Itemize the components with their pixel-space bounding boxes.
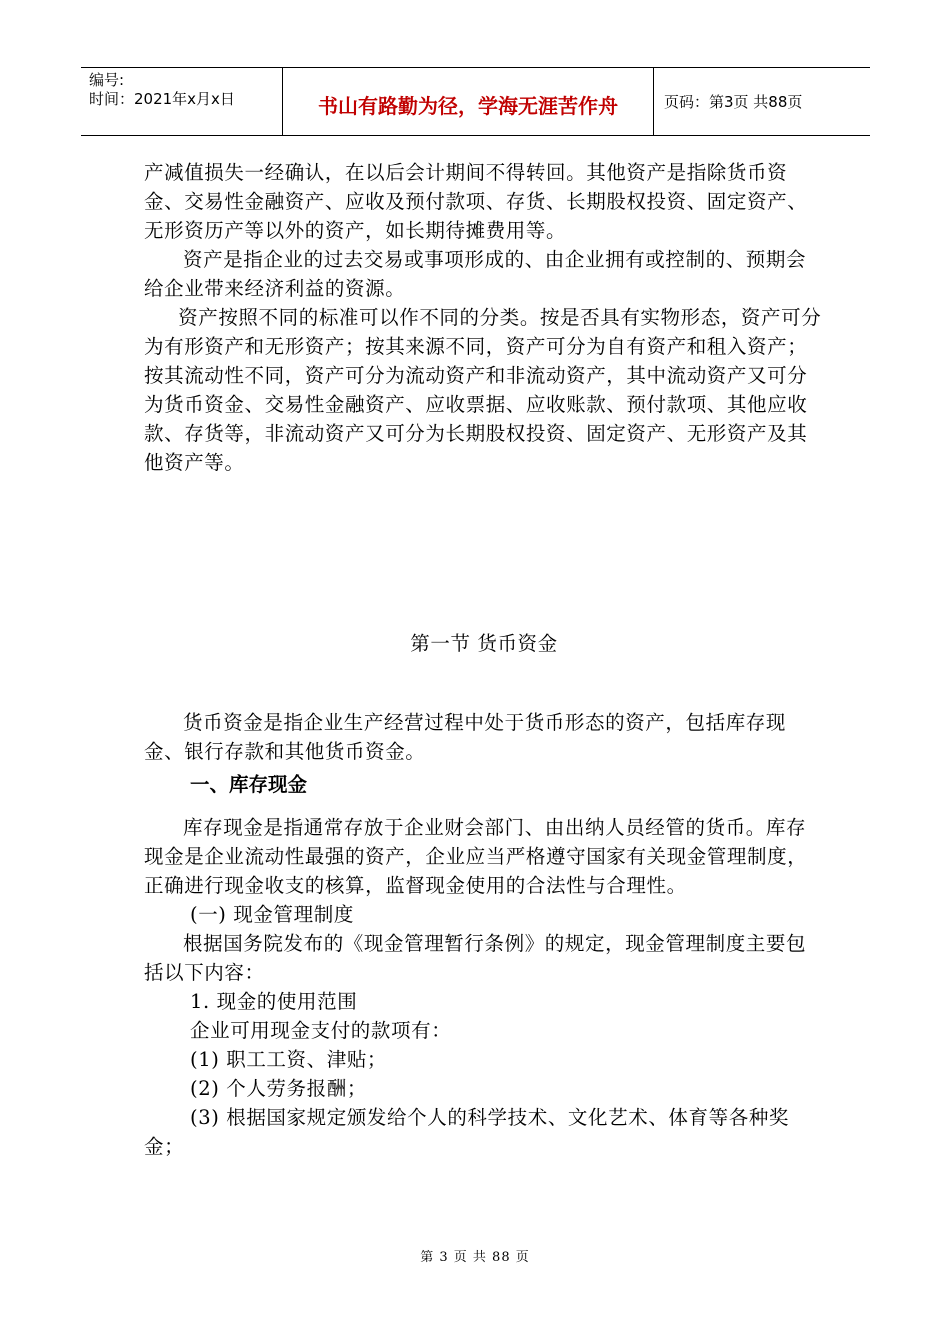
paragraph-regulation: 根据国务院发布的《现金管理暂行条例》的规定，现金管理制度主要包括以下内容： xyxy=(144,932,807,984)
paragraph-monetary-funds: 货币资金是指企业生产经营过程中处于货币形态的资产，包括库存现金、银行存款和其他货币资金。 xyxy=(144,711,787,763)
header-page-label: 页码：第3页 共88页 xyxy=(664,93,803,111)
line-payable-items: 企业可用现金支付的款项有： xyxy=(190,1019,452,1042)
document-number-label: 编号: xyxy=(89,71,125,89)
list-item-awards: (3) 根据国家规定颁发给个人的科学技术、文化艺术、体育等各种奖金； xyxy=(144,1106,790,1158)
section-gap xyxy=(144,477,824,629)
paragraph-asset-definition: 资产是指企业的过去交易或事项形成的、由企业拥有或控制的、预期会给企业带来经济利益的资源。 xyxy=(144,248,807,300)
spacer xyxy=(144,799,824,813)
document-body xyxy=(144,158,824,1161)
list-item-labor-pay: (2) 个人劳务报酬； xyxy=(190,1077,367,1100)
section-gap-after-title xyxy=(144,658,824,708)
paragraph-cash-on-hand: 库存现金是指通常存放于企业财会部门、由出纳人员经管的货币。库存现金是企业流动性最强的资产，企业应当严格遵守国家有关现金管理制度，正确进行现金收支的核算，监督现金使用的合法性与合理性。 xyxy=(144,816,808,897)
header-meta-cell xyxy=(81,68,283,135)
page-footer: 第 3 页 共 88 页 xyxy=(420,1250,530,1265)
list-item-wages: (1) 职工工资、津贴； xyxy=(190,1048,388,1071)
paragraph-asset-classification: 资产按照不同的标准可以作不同的分类。按是否具有实物形态，资产可分为有形资产和无形资产；按其来源不同，资产可分为自有资产和租入资产；按其流动性不同，资产可分为流动资产和非流动资产，其中流动资产又可分为货币资金、交易性金融资产、应收票据、应收账款、预付款项、其他应收款、存货等，非流动资产又可分为长期股权投资、固定资产、无形资产及其他资产等。 xyxy=(144,306,822,474)
subheading-cash-on-hand: 一、库存现金 xyxy=(190,773,308,796)
header-motto: 书山有路勤为径，学海无涯苦作舟 xyxy=(283,68,654,135)
item-cash-usage-scope: 1. 现金的使用范围 xyxy=(190,990,358,1013)
section-title: 第一节 货币资金 xyxy=(410,632,558,655)
item-cash-management-system: (一) 现金管理制度 xyxy=(190,903,354,926)
paragraph-continuation: 产减值损失一经确认，在以后会计期间不得转回。其他资产是指除货币资金、交易性金融资产、应收及预付款项、存货、长期股权投资、固定资产、无形资历产等以外的资产，如长期待摊费用等。 xyxy=(144,161,808,242)
page-header xyxy=(81,67,870,136)
document-time-label: 时间：2021年x月x日 xyxy=(89,90,235,108)
